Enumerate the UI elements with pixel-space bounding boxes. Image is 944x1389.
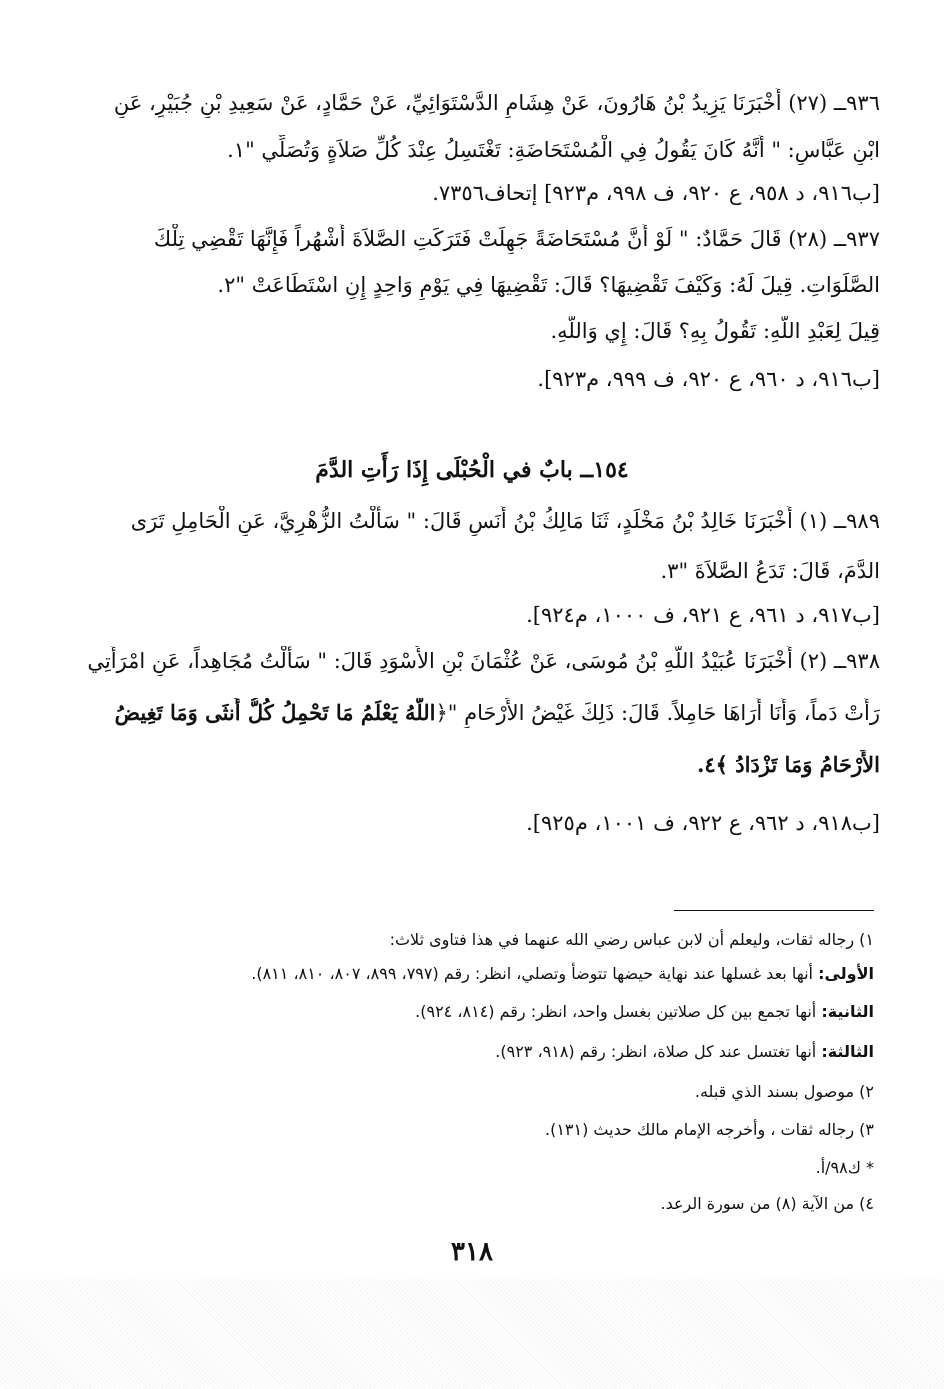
footnote-text-second: أنها تجمع بين كل صلاتين بغسل واحد، انظر: رقم (٨١٤، ٩٢٤). <box>415 1002 822 1021</box>
hadith-937-line-1: ٩٣٧ــ (٢٨) قَالَ حَمَّادٌ: " لَوْ أَنَّ مُسْتَحَاضَةً جَهِلَتْ فَتَرَكَتِ الصَّلاَةَ أَشْهُراً فَإِنَّهَا تَقْضِي تِلْكَ <box>153 227 880 251</box>
page-number: ٣١٨ <box>451 1237 493 1267</box>
footnote-1: ١) رجاله ثقات، وليعلم أن لابن عباس رضي الله عنهما في هذا فتاوى ثلاث: <box>389 930 874 949</box>
footnote-3: ٣) رجاله ثقات ، وأخرجه الإمام مالك حديث (١٣١). <box>544 1120 874 1139</box>
hadith-989-line-1: ٩٨٩ــ (١) أَخْبَرَنَا خَالِدُ بْنُ مَخْلَدٍ، ثَنَا مَالِكُ بْنُ أَنَسٍ قَالَ: " سَأَلْتُ الزُّهْرِيَّ، عَنِ الْحَامِلِ تَرَى <box>130 509 880 533</box>
footnote-text-third: أنها تغتسل عند كل صلاة، انظر: رقم (٩١٨، ٩٢٣). <box>495 1042 822 1061</box>
hadith-989-references: [ب٩١٧، د ٩٦١، ع ٩٢١، ف ١٠٠٠، م٩٢٤]. <box>526 603 880 627</box>
footnote-separator <box>674 910 874 911</box>
hadith-938-line-3: الأَرْحَامُ وَمَا تَزْدَادُ ﴾٤. <box>697 752 880 777</box>
hadith-936-references: [ب٩١٦، د ٩٥٨، ع ٩٢٠، ف ٩٩٨، م٩٢٣] إتحاف٧٣٥٦. <box>432 181 880 205</box>
hadith-938-line-2-text: رَأَتْ دَماً، وَأَنَا أُرَاهَا حَامِلاً. قَالَ: ذَلِكَ غَيْضُ الأَرْحَامِ "﴿ <box>435 701 880 725</box>
footnote-label-second: الثانية: <box>821 1002 874 1021</box>
footnote-2: ٢) موصول بسند الذي قبله. <box>694 1082 874 1101</box>
footnote-label-third: الثالثة: <box>821 1042 874 1061</box>
hadith-936-line-1: ٩٣٦ــ (٢٧) أَخْبَرَنَا يَزِيدُ بْنُ هَارُونَ، عَنْ هِشَامٍ الدَّسْتَوَائِيِّ، عَنْ حَمَّادٍ، عَنْ سَعِيدِ بْنِ جُبَيْرٍ، عَنِ <box>113 91 880 115</box>
quran-verse: اللَّهُ يَعْلَمُ مَا تَحْمِلُ كُلُّ أُنثَى وَمَا تَغِيضُ <box>114 700 436 725</box>
scan-edge-shading <box>0 1279 944 1389</box>
hadith-937-line-2: الصَّلَوَاتِ. قِيلَ لَهُ: وَكَيْفَ تَقْضِيهَا؟ قَالَ: تَقْضِيهَا فِي يَوْمٍ وَاحِدٍ إِنِ اسْتَطَاعَتْ "٢. <box>217 273 880 297</box>
hadith-938-line-1: ٩٣٨ــ (٢) أَخْبَرَنَا عُبَيْدُ اللَّهِ بْنُ مُوسَى، عَنْ عُثْمَانَ بْنِ الأَسْوَدِ قَالَ: " سَأَلْتُ مُجَاهِداً، عَنِ امْرَأَتِي <box>87 649 880 673</box>
hadith-938-line-2 <box>78 698 880 728</box>
footnote-4: ٤) من الآية (٨) من سورة الرعد. <box>660 1194 874 1213</box>
hadith-937-references: [ب٩١٦، د ٩٦٠، ع ٩٢٠، ف ٩٩٩، م٩٢٣]. <box>537 367 880 391</box>
footnote-text-first: أنها بعد غسلها عند نهاية حيضها تتوضأ وتصلي، انظر: رقم (٧٩٧، ٨٩٩، ٨٠٧، ٨١٠، ٨١١). <box>251 964 819 983</box>
footnote-1-first <box>80 962 874 986</box>
chapter-heading: ١٥٤ــ بابٌ في الْحُبْلَى إِذَا رَأَتِ الدَّمَ <box>315 457 629 483</box>
footnote-1-second <box>80 1000 874 1024</box>
hadith-937-line-3: قِيلَ لِعَبْدِ اللَّهِ: تَقُولُ بِهِ؟ قَالَ: إِي وَاللَّهِ. <box>550 319 880 343</box>
footnote-label-first: الأولى: <box>818 964 874 983</box>
hadith-938-references: [ب٩١٨، د ٩٦٢، ع ٩٢٢، ف ١٠٠١، م٩٢٥]. <box>526 811 880 835</box>
footnote-star: * ك٩٨/أ. <box>815 1158 874 1177</box>
hadith-936-line-2: ابْنِ عَبَّاسٍ: " أَنَّهُ كَانَ يَقُولُ فِي الْمُسْتَحَاضَةِ: تَغْتَسِلُ عِنْدَ كُلِّ صَلاَةٍ وَتُصَلِّي "١. <box>227 138 880 162</box>
footnote-1-third <box>80 1040 874 1064</box>
hadith-989-line-2: الدَّمَ، قَالَ: تَدَعُ الصَّلاَةَ "٣. <box>660 559 880 583</box>
